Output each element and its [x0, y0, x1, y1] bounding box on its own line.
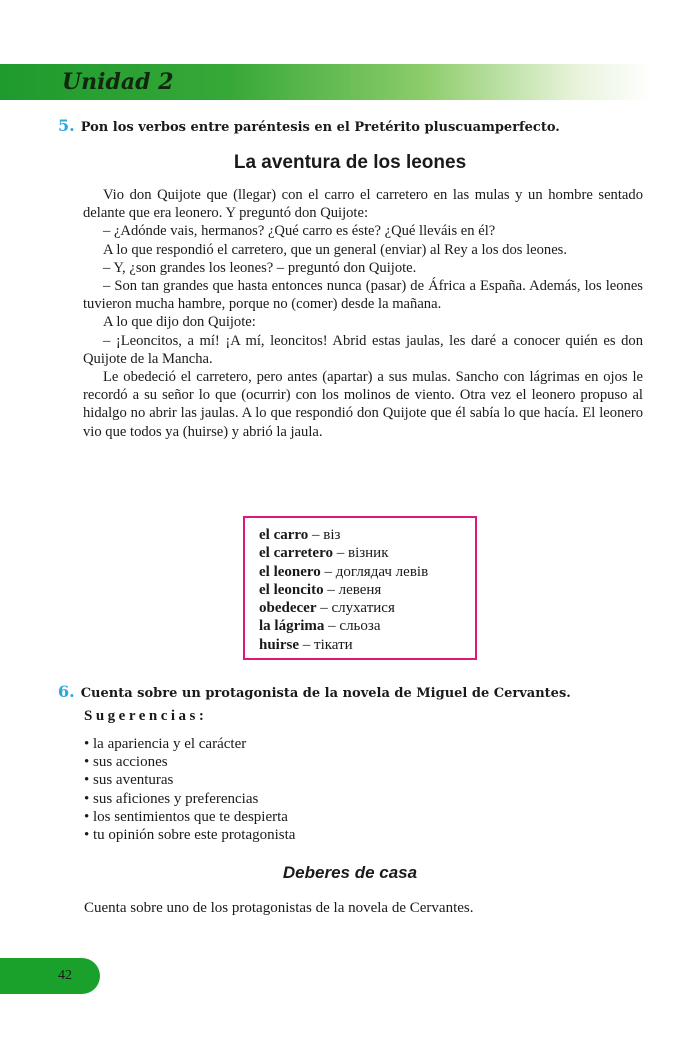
- vocab-word: el carretero: [259, 545, 333, 562]
- story-paragraph: – ¿Adónde vais, hermanos? ¿Qué carro es éste? ¿Qué lleváis en él?: [103, 223, 496, 240]
- story-title: La aventura de los leones: [233, 152, 467, 173]
- vocab-translation: – левеня: [323, 581, 382, 598]
- vocab-word: la lágrima: [259, 618, 325, 635]
- list-item: • sus aventuras: [84, 772, 174, 789]
- vocab-word: el leonero: [259, 563, 321, 580]
- vocab-translation: – слухатися: [316, 600, 395, 617]
- list-item: • sus acciones: [84, 754, 168, 771]
- story-paragraph: A lo que dijo don Quijote:: [103, 314, 256, 331]
- suggestions-list: [84, 735, 295, 844]
- vocab-word: huirse: [259, 636, 300, 653]
- vocab-entry: [259, 636, 475, 654]
- vocab-entry: [259, 526, 475, 544]
- story-paragraph: – Y, ¿son grandes los leones? – preguntó don Quijote.: [103, 259, 417, 276]
- unit-title: Unidad 2: [62, 69, 174, 95]
- task-6: [58, 682, 571, 701]
- story-text: [83, 186, 643, 441]
- vocab-translation: – тікати: [299, 636, 353, 653]
- vocab-entry: [259, 599, 475, 617]
- vocab-entry: [259, 617, 475, 635]
- story-paragraph: Vio don Quijote que (llegar) con el carro el carretero en las mulas y un hombre sentado delante que era leonero. Y preguntó don Quijote:: [83, 187, 643, 222]
- task-5: [58, 116, 560, 135]
- vocab-translation: – візник: [332, 545, 389, 562]
- story-paragraph: A lo que respondió el carretero, que un general (enviar) al Rey a los dos leones.: [103, 241, 567, 258]
- vocab-entry: [259, 581, 475, 599]
- page-number-tab: [0, 958, 100, 994]
- page-number: 42: [58, 968, 72, 983]
- vocab-translation: – віз: [308, 527, 341, 543]
- task-instruction: Cuenta sobre un protagonista de la novela de Miguel de Cervantes.: [80, 686, 571, 701]
- homework-text: Cuenta sobre uno de los protagonistas de la novela de Cervantes.: [84, 900, 474, 916]
- list-item: • sus aficiones y preferencias: [84, 790, 259, 807]
- vocab-translation: – сльоза: [324, 618, 381, 635]
- vocab-word: obedecer: [259, 600, 317, 617]
- task-number: 6.: [58, 682, 75, 701]
- list-item: • los sentimientos que te despierta: [84, 808, 288, 825]
- vocab-translation: – доглядач левів: [320, 563, 429, 580]
- vocab-entry: [259, 563, 475, 581]
- vocab-word: el leoncito: [259, 581, 324, 598]
- list-item: • tu opinión sobre este protagonista: [84, 827, 296, 844]
- list-item: • la apariencia y el carácter: [84, 736, 247, 752]
- homework-title: Deberes de casa: [282, 863, 418, 882]
- story-paragraph: – ¡Leoncitos, a mí! ¡A mí, leoncitos! Abrid estas jaulas, les daré a conocer quién es don Quijote de la Mancha.: [83, 332, 643, 367]
- task-instruction: Pon los verbos entre paréntesis en el Pretérito pluscuamperfecto.: [80, 120, 560, 135]
- suggestions-heading: Sugerencias:: [84, 708, 208, 724]
- story-paragraph: – Son tan grandes que hasta entonces nunca (pasar) de África a España. Además, los leones tuvieron mucha hambre, porque no (comer) desde la mañana.: [83, 278, 643, 313]
- story-paragraph: Le obedeció el carretero, pero antes (apartar) a sus mulas. Sancho con lágrimas en ojos le recordó a su señor lo que (ocurrir) con los molinos de viento. Otra vez el leonero propuso al hidalgo no abrir las jaulas. A lo que respondió don Quijote que él sabía lo que hacía. El leonero vio que todos ya (huirse) y abrió la jaula.: [83, 369, 643, 440]
- vocab-word: el carro: [259, 527, 309, 543]
- task-number: 5.: [58, 116, 75, 135]
- vocabulary-box: [243, 516, 477, 660]
- vocab-entry: [259, 544, 475, 562]
